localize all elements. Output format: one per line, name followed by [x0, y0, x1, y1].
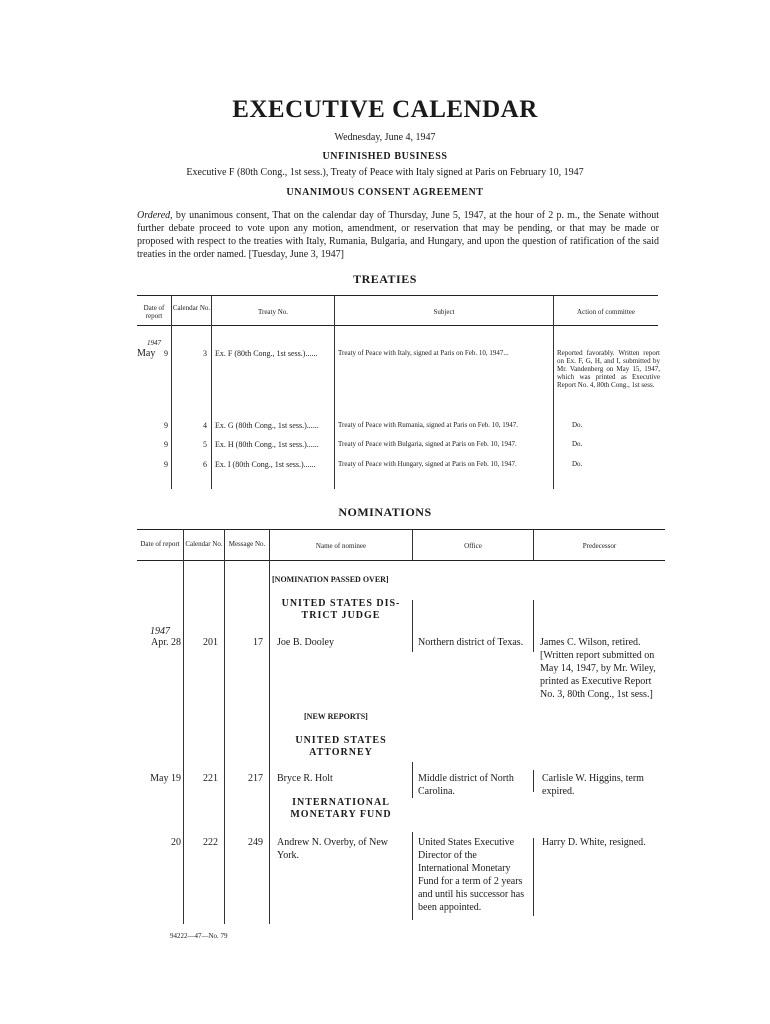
- col-treaty-no: Treaty No.: [257, 308, 289, 316]
- row-subject: Treaty of Peace with Hungary, signed at Paris on Feb. 10, 1947.: [338, 460, 517, 468]
- nom-col-date: Date of report: [140, 540, 180, 548]
- nom-col-message: Message No.: [228, 540, 266, 548]
- treaties-year: 1947: [147, 339, 161, 347]
- nominations-year: 1947: [150, 626, 170, 637]
- nom-name: Andrew N. Overby, of New York.: [277, 837, 388, 861]
- unfinished-business-heading: UNFINISHED BUSINESS: [322, 151, 448, 162]
- row-action: Do.: [572, 421, 583, 429]
- row-subject: Treaty of Peace with Italy, signed at Paris on Feb. 10, 1947...: [338, 349, 509, 357]
- nom-office: Northern district of Texas.: [418, 637, 524, 648]
- nom-date: Apr. 28: [151, 637, 181, 648]
- page-title: EXECUTIVE CALENDAR: [232, 96, 538, 123]
- treaties-heading: TREATIES: [353, 272, 417, 286]
- row-month: May: [137, 348, 156, 359]
- nom-predecessor: James C. Wilson, retired. [Written report submitted on May 14, 1947, by Mr. Wiley, printed as Executive Report No. 3, 80th Cong., 1st sess.]: [540, 637, 656, 700]
- group-heading-line2: MONETARY FUND: [290, 809, 392, 820]
- row-subject: Treaty of Peace with Bulgaria, signed at Paris on Feb. 10, 1947.: [338, 440, 517, 448]
- agreement-paragraph: [137, 209, 659, 261]
- print-code-footer: 94222—47—No. 79: [170, 932, 228, 940]
- nom-predecessor: Carlisle W. Higgins, term expired.: [542, 773, 644, 797]
- col-action: Action of committee: [577, 308, 635, 316]
- col-subject: Subject: [433, 308, 455, 316]
- agreement-text: by unanimous consent, That on the calendar day of Thursday, June 5, 1947, at the hour of 2 p. m., the Senate without further debate proceed to vote upon any motion, amendment, or reservation that may be pending, or that may be made or proposed with respect to the treaties with Italy, Rumania, Bulgaria, and Hungary, and upon the question of ratification of the said treaties in the order named. [Tuesday, June 3, 1947]: [137, 210, 659, 260]
- group-heading-line1: INTERNATIONAL: [292, 797, 390, 808]
- row-calendar-no: 6: [203, 460, 207, 469]
- row-subject: Treaty of Peace with Rumania, signed at Paris on Feb. 10, 1947.: [338, 421, 518, 429]
- row-day: 9: [164, 460, 168, 469]
- calendar-date: Wednesday, June 4, 1947: [334, 132, 436, 143]
- nom-office: Middle district of North Carolina.: [418, 773, 514, 797]
- nom-predecessor: Harry D. White, resigned.: [542, 837, 646, 848]
- row-action: Do.: [572, 440, 583, 448]
- nom-calendar-no: 222: [203, 837, 218, 848]
- ordered-word: Ordered,: [137, 210, 173, 221]
- row-treaty-no: Ex. F (80th Cong., 1st sess.)......: [215, 349, 318, 358]
- unfinished-business-text: Executive F (80th Cong., 1st sess.), Treaty of Peace with Italy signed at Paris on February 10, 1947: [186, 167, 584, 178]
- nom-message-no: 249: [248, 837, 263, 848]
- row-day: 9: [164, 421, 168, 430]
- row-action: Do.: [572, 460, 583, 468]
- row-action: Reported favorably. Written report on Ex. F, G, H, and I, submitted by Mr. Vandenberg on May 15, 1947, which was printed as Executive Report No. 4, 80th Cong., 1st sess.: [557, 349, 660, 389]
- agreement-heading: UNANIMOUS CONSENT AGREEMENT: [286, 187, 484, 198]
- nom-col-office: Office: [464, 542, 482, 550]
- nom-date: May 19: [150, 773, 181, 784]
- nom-office: United States Executive Director of the International Monetary Fund for a term of 2 years and until his successor has been appointed.: [418, 837, 525, 913]
- row-calendar-no: 4: [203, 421, 207, 430]
- nom-message-no: 217: [248, 773, 263, 784]
- nom-date: 20: [171, 837, 181, 848]
- group-heading-line1: UNITED STATES DIS-: [281, 598, 401, 609]
- nom-name: Bryce R. Holt: [277, 773, 333, 784]
- row-treaty-no: Ex. H (80th Cong., 1st sess.)......: [215, 440, 319, 449]
- nominations-heading: NOMINATIONS: [338, 505, 432, 519]
- row-treaty-no: Ex. G (80th Cong., 1st sess.)......: [215, 421, 319, 430]
- passed-over-label: [NOMINATION PASSED OVER]: [272, 575, 389, 584]
- new-reports-label: [NEW REPORTS]: [304, 712, 368, 721]
- group-heading-line2: ATTORNEY: [309, 747, 373, 758]
- col-date-of-report: Date of report: [143, 304, 165, 320]
- group-heading-line2: TRICT JUDGE: [301, 610, 381, 621]
- nom-calendar-no: 221: [203, 773, 218, 784]
- nom-message-no: 17: [253, 637, 263, 648]
- row-calendar-no: 3: [203, 349, 207, 358]
- row-calendar-no: 5: [203, 440, 207, 449]
- nom-col-predecessor: Predecessor: [582, 542, 617, 550]
- row-day: 9: [164, 440, 168, 449]
- nom-name: Joe B. Dooley: [277, 637, 334, 648]
- row-treaty-no: Ex. I (80th Cong., 1st sess.)......: [215, 460, 316, 469]
- col-calendar-no: Calendar No.: [172, 304, 211, 312]
- group-heading-line1: UNITED STATES: [295, 735, 387, 746]
- nom-calendar-no: 201: [203, 637, 218, 648]
- nom-col-name: Name of nominee: [315, 542, 367, 550]
- row-day: 9: [164, 349, 168, 358]
- nom-col-calendar: Calendar No.: [185, 540, 223, 548]
